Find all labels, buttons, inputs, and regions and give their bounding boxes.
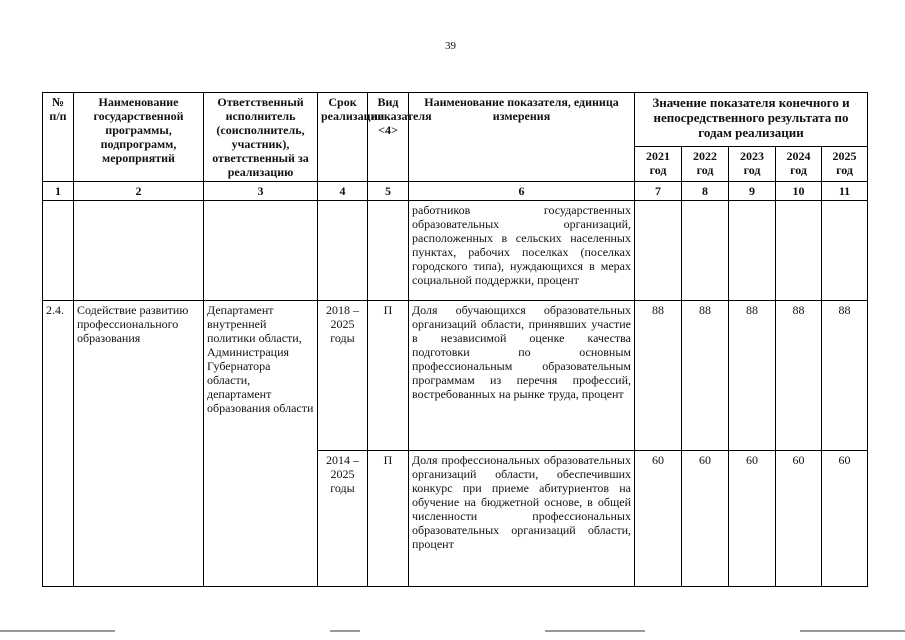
header-year: 2023 год [729, 146, 776, 181]
column-number: 4 [318, 182, 368, 201]
header-row [43, 93, 868, 147]
column-number: 3 [204, 182, 318, 201]
indicator-name: Доля обучающихся образовательных организаций области, принявших участие в независимой оценке качества подготовки по основным профессиональным образовательным программам из перечня профессий, востребованных на рынке труда, процент [409, 301, 635, 451]
column-number: 8 [682, 182, 729, 201]
header-num: № п/п [43, 93, 74, 182]
value-2023: 88 [729, 301, 776, 451]
value-2024: 88 [776, 301, 822, 451]
item-number: 2.4. [43, 301, 74, 587]
responsible-executor: Департамент внутренней политики области, Администрация Губернатора области, департамент образования области [204, 301, 318, 587]
page-number: 39 [445, 40, 456, 52]
column-number: 11 [822, 182, 868, 201]
indicator-name: Доля профессиональных образовательных организаций области, обеспечивших конкурс при приеме абитуриентов на обучение на бюджетной основе, в общей численности профессиональных образовательных организаций области, процент [409, 451, 635, 587]
value-2021: 88 [635, 301, 682, 451]
bottom-divider [0, 630, 115, 632]
header-year: 2021 год [635, 146, 682, 181]
header-indicator-name: Наименование показателя, единица измерения [409, 93, 635, 182]
column-numbers-row [43, 182, 868, 201]
indicator-kind: П [368, 451, 409, 587]
table-row-continuation [43, 201, 868, 301]
implementation-period: 2018 – 2025 годы [318, 301, 368, 451]
header-values: Значение показателя конечного и непосредственного результата по годам реализации [635, 93, 868, 147]
bottom-divider [330, 630, 360, 632]
column-number: 2 [74, 182, 204, 201]
value-2022: 60 [682, 451, 729, 587]
value-2023: 60 [729, 451, 776, 587]
column-number: 9 [729, 182, 776, 201]
program-name: Содействие развитию профессионального образования [74, 301, 204, 587]
value-2024: 60 [776, 451, 822, 587]
header-year: 2022 год [682, 146, 729, 181]
bottom-divider [800, 630, 905, 632]
value-2025: 60 [822, 451, 868, 587]
bottom-divider [545, 630, 645, 632]
column-number: 5 [368, 182, 409, 201]
column-number: 7 [635, 182, 682, 201]
column-number: 10 [776, 182, 822, 201]
table-row-2-4-a [43, 301, 868, 451]
header-year: 2025 год [822, 146, 868, 181]
value-2025: 88 [822, 301, 868, 451]
header-period: Срок реализации [318, 93, 368, 182]
indicators-table [42, 92, 868, 587]
indicator-kind: П [368, 301, 409, 451]
column-number: 6 [409, 182, 635, 201]
header-program-name: Наименование государственной программы, подпрограмм, мероприятий [74, 93, 204, 182]
implementation-period: 2014 – 2025 годы [318, 451, 368, 587]
column-number: 1 [43, 182, 74, 201]
indicator-name: работников государственных образовательных организаций, расположенных в сельских населенных пунктах, рабочих поселках (поселках городского типа), нуждающихся в мерах социальной поддержки, процент [409, 201, 635, 301]
header-indicator-kind: Вид показателя <4> [368, 93, 409, 182]
value-2022: 88 [682, 301, 729, 451]
value-2021: 60 [635, 451, 682, 587]
header-year: 2024 год [776, 146, 822, 181]
header-responsible: Ответственный исполнитель (соисполнитель, участник), ответственный за реализацию [204, 93, 318, 182]
